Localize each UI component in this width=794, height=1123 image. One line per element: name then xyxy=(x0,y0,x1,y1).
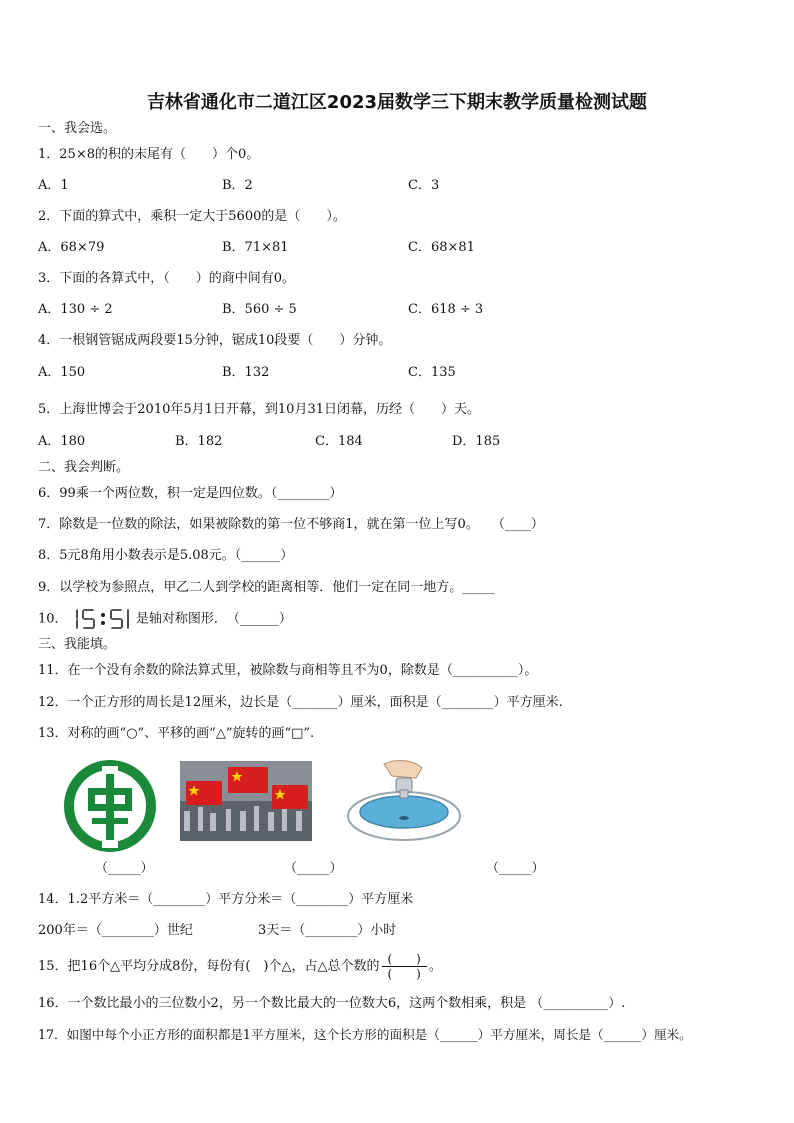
question-8: 8．5元8角用小数表示是5.08元。（______） xyxy=(38,548,294,563)
question-16: 16．一个数比最小的三位数小2，另一个数比最大的一位数大6，这两个数相乘，积是 （__________）. xyxy=(38,996,626,1011)
sink-faucet-icon xyxy=(344,756,464,846)
q3-option-c: C．618 ÷ 3 xyxy=(408,302,484,317)
q15-numerator[interactable]: ( ) xyxy=(382,952,427,967)
question-7: 7．除数是一位数的除法，如果被除数的第一位不够商1，就在第一位上写0。 （____） xyxy=(38,517,544,532)
question-10 xyxy=(38,608,292,631)
section-heading-2: 二、我会判断。 xyxy=(38,460,130,475)
question-9: 9．以学校为参照点，甲乙二人到学校的距离相等．他们一定在同一地方。_____ xyxy=(38,580,495,595)
q1-option-a: A．1 xyxy=(38,178,69,193)
question-14-line-2b: 3天＝（________）小时 xyxy=(258,923,397,938)
question-3: 3．下面的各算式中，（ ）的商中间有0。 xyxy=(38,271,296,286)
q4-option-b: B．132 xyxy=(222,365,270,380)
question-1: 1．25×8的积的末尾有（ ）个0。 xyxy=(38,147,260,162)
question-2: 2．下面的算式中，乘积一定大于5600的是（ ）。 xyxy=(38,209,346,224)
question-15 xyxy=(38,952,442,982)
question-14-line-1: 14．1.2平方米＝（________）平方分米＝（________）平方厘米 xyxy=(38,892,414,907)
q15-end: 。 xyxy=(428,959,442,974)
seven-segment-figure-icon xyxy=(72,608,132,630)
question-5: 5．上海世博会于2010年5月1日开幕，到10月31日闭幕，历经（ ）天。 xyxy=(38,402,480,417)
question-6: 6．99乘一个两位数，积一定是四位数。（________） xyxy=(38,486,343,501)
q5-option-c: C．184 xyxy=(315,434,363,449)
q2-option-a: A．68×79 xyxy=(38,240,105,255)
q5-option-a: A．180 xyxy=(38,434,86,449)
section-heading-3: 三、我能填。 xyxy=(38,637,117,652)
q10-suffix: 是轴对称图形． （______） xyxy=(135,611,292,627)
question-12: 12．一个正方形的周长是12厘米，边长是（_______）厘米，面积是（________）平方厘米. xyxy=(38,695,563,710)
q3-option-b: B．560 ÷ 5 xyxy=(222,302,297,317)
q1-option-c: C．3 xyxy=(408,178,440,193)
q10-prefix: 10． xyxy=(38,611,68,627)
q1-option-b: B．2 xyxy=(222,178,253,193)
question-17: 17．如图中每个小正方形的面积都是1平方厘米，这个长方形的面积是（______）平方厘米，周长是（______）厘米。 xyxy=(38,1027,692,1042)
q2-option-c: C．68×81 xyxy=(408,240,475,255)
q15-text: 15．把16个△平均分成8份，每份有( )个△，占△总个数的 xyxy=(38,959,380,974)
question-11: 11．在一个没有余数的除法算式里，被除数与商相等且不为0，除数是（__________）。 xyxy=(38,663,538,678)
q2-option-b: B．71×81 xyxy=(222,240,289,255)
q5-option-d: D．185 xyxy=(452,434,501,449)
question-14-line-2a: 200年＝（________）世纪 xyxy=(38,923,193,938)
q4-option-a: A．150 xyxy=(38,365,86,380)
q3-option-a: A．130 ÷ 2 xyxy=(38,302,113,317)
q13-blank-3[interactable]: （_____） xyxy=(486,861,545,876)
section-heading-1: 一、我会选。 xyxy=(38,121,117,136)
question-4: 4．一根钢管锯成两段要15分钟，锯成10段要（ ）分钟。 xyxy=(38,333,392,348)
q5-option-b: B．182 xyxy=(175,434,223,449)
q15-denominator[interactable]: ( ) xyxy=(387,967,421,981)
flags-photo-icon xyxy=(180,761,312,841)
q15-fraction xyxy=(382,952,427,981)
bank-logo-icon xyxy=(62,758,158,854)
q13-blank-2[interactable]: （_____） xyxy=(284,861,343,876)
q13-blank-1[interactable]: （_____） xyxy=(95,861,154,876)
q4-option-c: C．135 xyxy=(408,365,456,380)
page-title: 吉林省通化市二道江区2023届数学三下期末教学质量检测试题 xyxy=(146,92,648,113)
question-13: 13．对称的画“○”、平移的画“△”旋转的画“□”. xyxy=(38,726,315,741)
